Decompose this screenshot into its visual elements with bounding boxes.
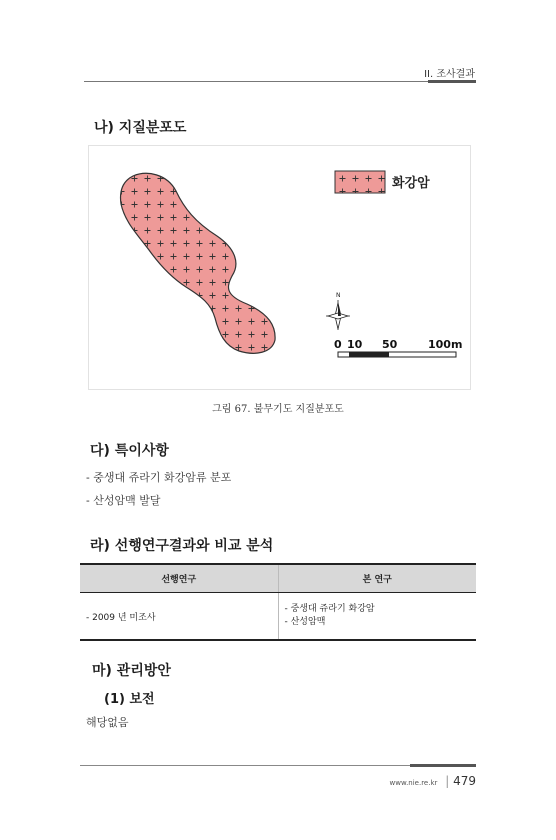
heading-prior-research: 라) 선행연구결과와 비교 분석 [90, 538, 274, 554]
svg-text:N: N [336, 292, 341, 299]
cell-current-line: - 산성암맥 [284, 617, 326, 627]
geology-map-figure [88, 145, 471, 390]
cell-current [278, 593, 476, 641]
page-number: 479 [453, 774, 476, 788]
note-item: - 중생대 쥬라기 화강암류 분포 [86, 471, 232, 484]
scale-label-50: 50 [382, 338, 398, 351]
cell-current-line: - 중생대 쥬라기 화강암 [284, 604, 375, 614]
geology-map-svg [89, 146, 470, 389]
legend-granite-label: 화강암 [392, 176, 430, 191]
granite-body [121, 173, 276, 353]
footer-accent-bar [410, 764, 476, 767]
page-footer [390, 774, 476, 788]
heading-preservation: (1) 보전 [104, 692, 155, 707]
header-rule [84, 81, 476, 82]
preservation-text: 해당없음 [86, 716, 129, 729]
scale-label-100m: 100m [428, 338, 463, 351]
scale-label-0: 0 [334, 338, 342, 351]
column-header-current: 본 연구 [278, 564, 476, 593]
scale-bar [338, 352, 456, 357]
column-header-prior: 선행연구 [80, 564, 278, 593]
north-arrow-icon [326, 292, 350, 330]
heading-management: 마) 관리방안 [92, 663, 171, 679]
scale-label-10: 10 [347, 338, 363, 351]
table-row [80, 593, 476, 641]
scale-labels [334, 338, 462, 351]
comparison-table [80, 563, 476, 641]
heading-special-notes: 다) 특이사항 [90, 443, 169, 459]
heading-geology-map: 나) 지질분포도 [94, 120, 187, 136]
running-header: II. 조사결과 [424, 69, 475, 80]
header-accent-bar [428, 80, 476, 83]
figure-caption: 그림 67. 불무기도 지질분포도 [212, 404, 344, 415]
cell-prior: - 2009 년 미조사 [80, 593, 278, 641]
footer-divider: | [445, 774, 450, 788]
note-item: - 산성암맥 발달 [86, 494, 161, 507]
footer-url: www.nie.re.kr [389, 779, 438, 787]
legend [335, 171, 430, 193]
